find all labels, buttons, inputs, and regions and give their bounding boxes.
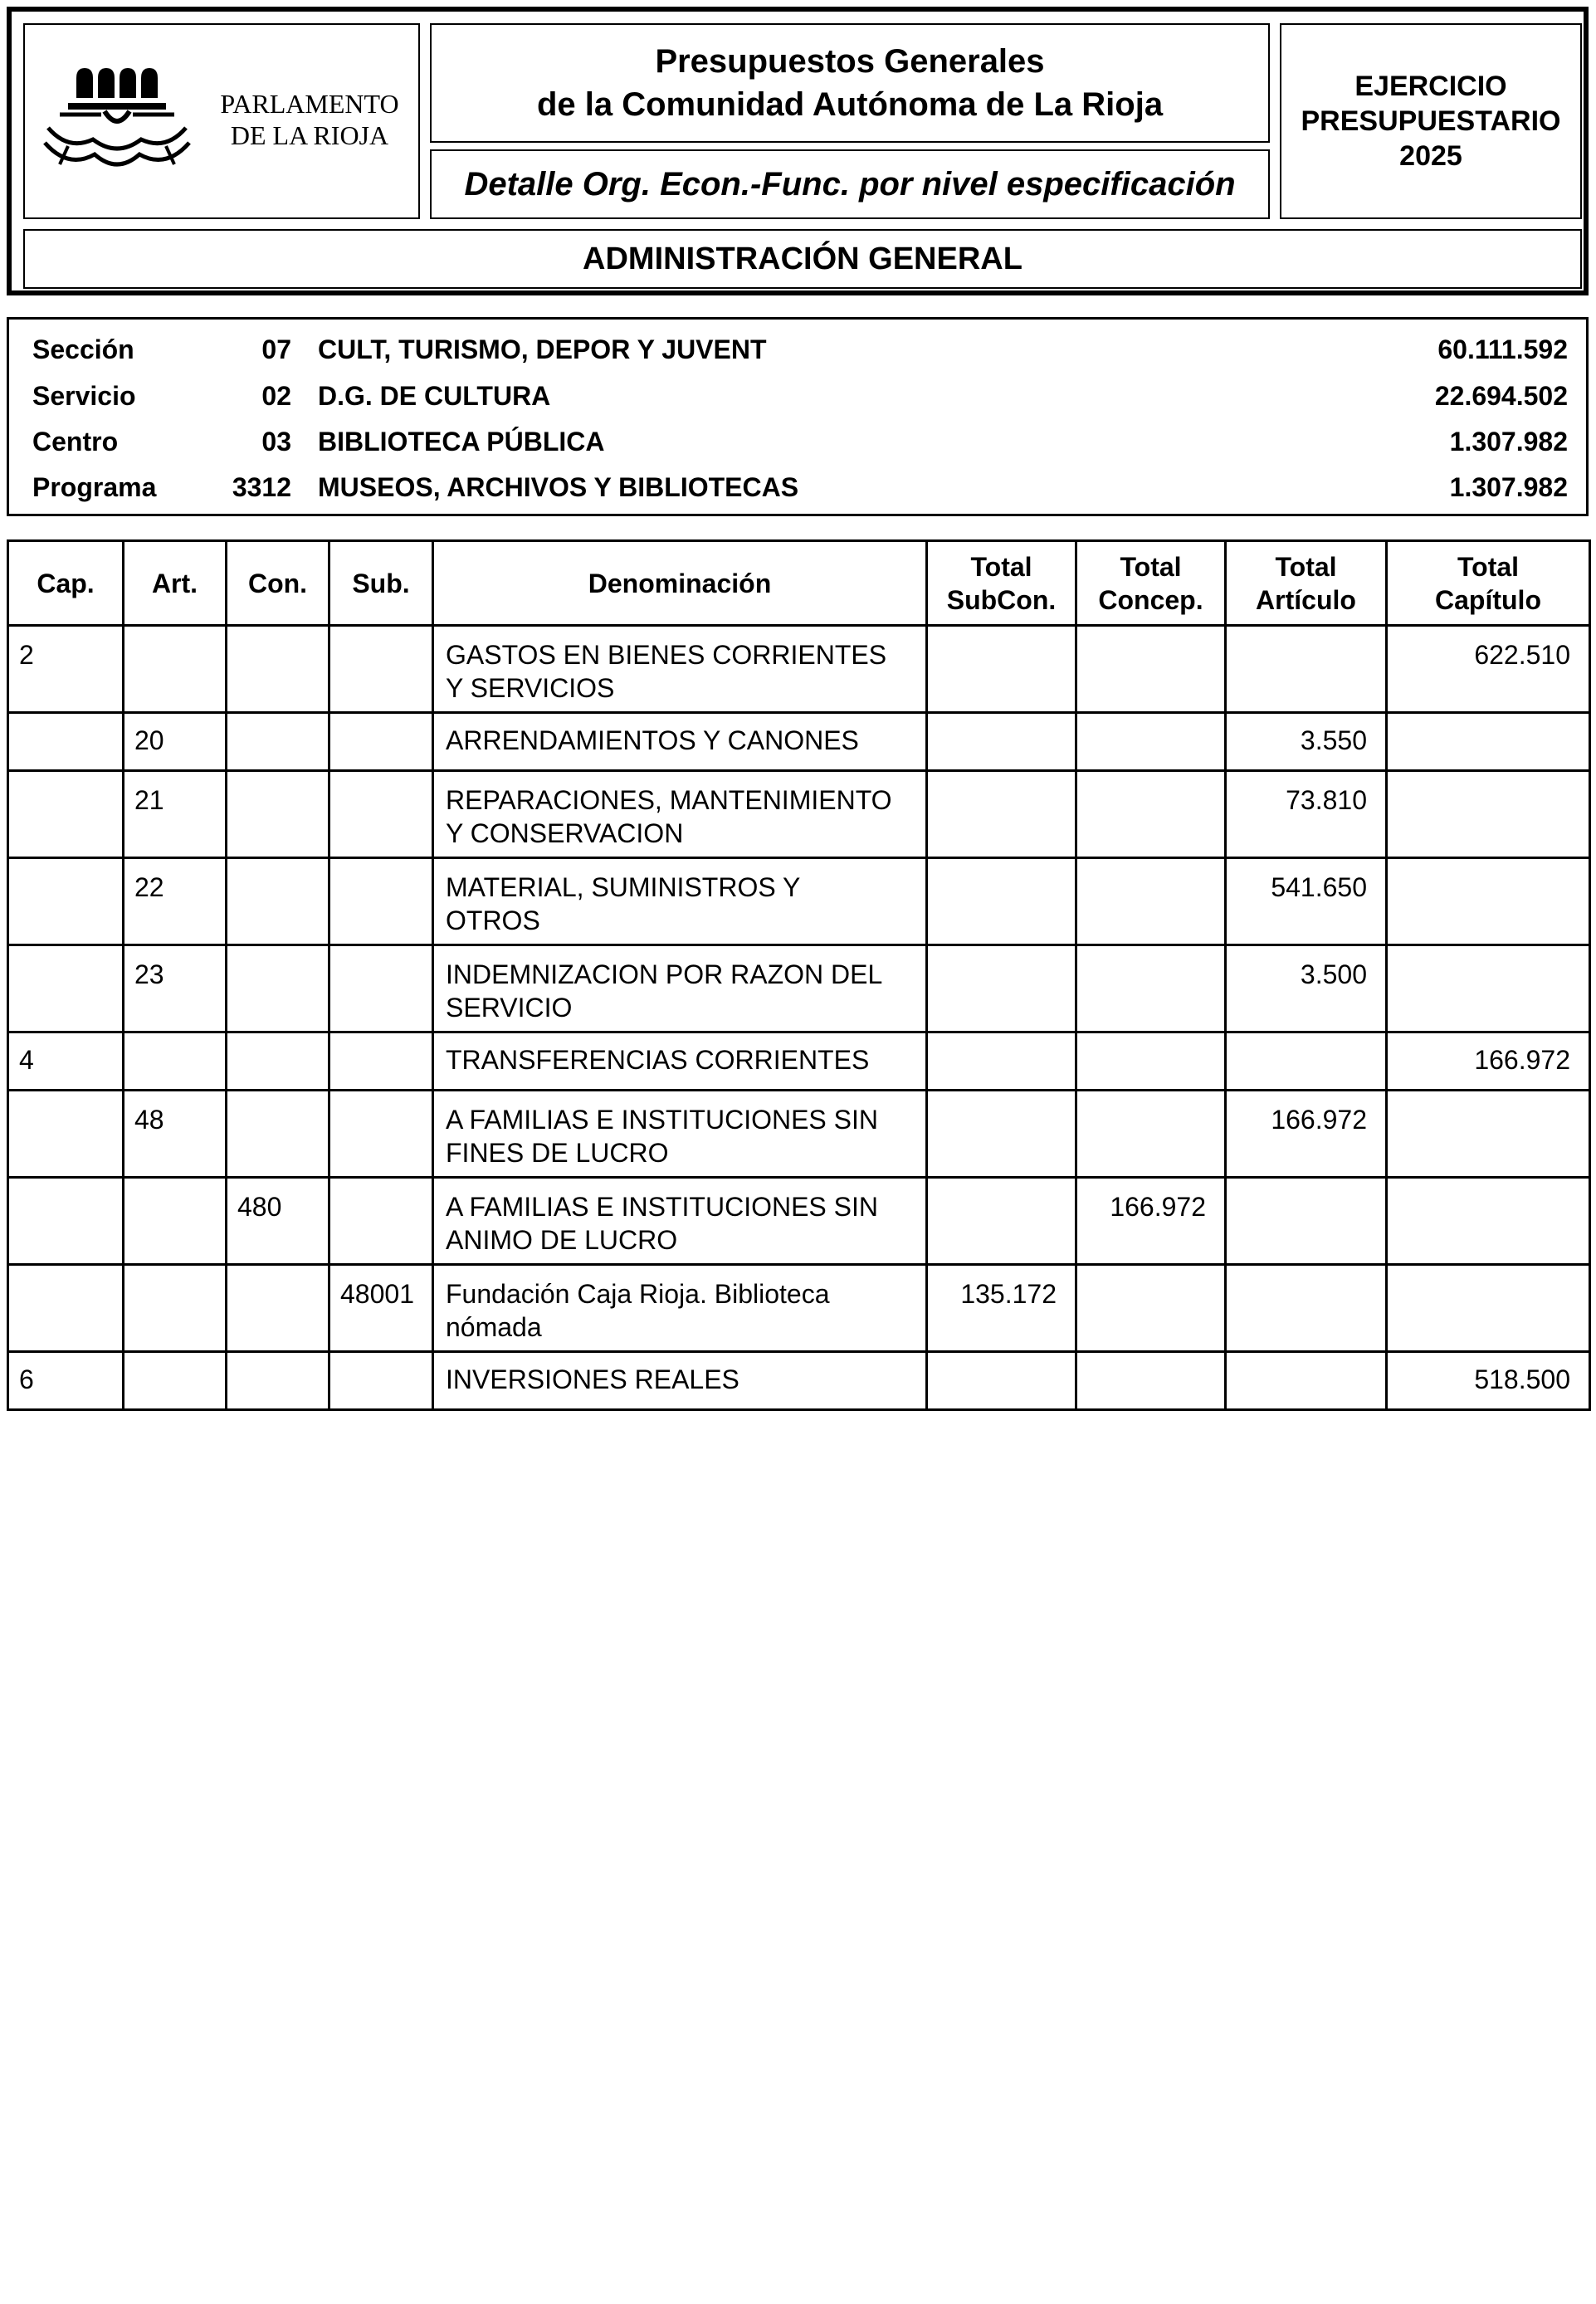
- header-text: SubCon.: [946, 584, 1057, 615]
- cell-total-articulo: [1226, 1178, 1387, 1265]
- header-total-articulo: [1226, 541, 1387, 626]
- cell-denominacion: [433, 771, 927, 858]
- cell-sub: [329, 1091, 433, 1178]
- info-code: 07: [261, 334, 291, 364]
- cell-denominacion: [433, 626, 927, 713]
- cell-sub: [329, 1032, 433, 1091]
- table-row: [8, 945, 1590, 1032]
- cell-total-capitulo: [1387, 1265, 1590, 1352]
- cell-total-articulo: 166.972: [1226, 1091, 1387, 1178]
- cell-art: 20: [124, 713, 227, 771]
- cell-sub: [329, 713, 433, 771]
- cell-total-subcon: [927, 1091, 1076, 1178]
- cell-total-concep: [1076, 1352, 1226, 1410]
- cell-cap: 4: [8, 1032, 124, 1091]
- table-row: [8, 1091, 1590, 1178]
- table-header-row: [8, 541, 1590, 626]
- cell-total-concep: [1076, 945, 1226, 1032]
- cell-total-capitulo: [1387, 771, 1590, 858]
- cell-con: 480: [227, 1178, 329, 1265]
- cell-total-concep: [1076, 1091, 1226, 1178]
- cell-sub: [329, 1178, 433, 1265]
- logo-line1: PARLAMENTO: [220, 89, 399, 119]
- header-art: Art.: [124, 541, 227, 626]
- header-con: Con.: [227, 541, 329, 626]
- header-text: Artículo: [1256, 584, 1356, 615]
- cell-total-capitulo: [1387, 945, 1590, 1032]
- den-line: MATERIAL, SUMINISTROS Y: [446, 872, 801, 902]
- info-total: 60.111.592: [1437, 334, 1568, 364]
- den-line: SERVICIO: [446, 993, 573, 1023]
- ejercicio-year: 2025: [1399, 140, 1462, 172]
- cell-total-articulo: 3.550: [1226, 713, 1387, 771]
- info-name: BIBLIOTECA PÚBLICA: [318, 427, 605, 456]
- cell-con: [227, 626, 329, 713]
- table-row: [8, 771, 1590, 858]
- cell-con: [227, 771, 329, 858]
- header-total-concep: [1076, 541, 1226, 626]
- section-info: [7, 317, 1589, 516]
- info-name: CULT, TURISMO, DEPOR Y JUVENT: [318, 334, 767, 364]
- den-line: ARRENDAMIENTOS Y CANONES: [446, 725, 859, 755]
- cell-total-articulo: 73.810: [1226, 771, 1387, 858]
- cell-total-capitulo: [1387, 1178, 1590, 1265]
- den-line: TRANSFERENCIAS CORRIENTES: [446, 1045, 870, 1075]
- cell-total-articulo: 3.500: [1226, 945, 1387, 1032]
- cell-art: 21: [124, 771, 227, 858]
- info-row-programa: [9, 471, 1586, 504]
- cell-total-concep: [1076, 713, 1226, 771]
- den-line: GASTOS EN BIENES CORRIENTES: [446, 640, 887, 670]
- cell-denominacion: [433, 1091, 927, 1178]
- den-line: Fundación Caja Rioja. Biblioteca: [446, 1279, 830, 1309]
- info-total: 22.694.502: [1434, 381, 1568, 411]
- info-label: Servicio: [32, 381, 136, 411]
- cell-denominacion: [433, 858, 927, 945]
- table-row: [8, 1352, 1590, 1410]
- table-row: [8, 1032, 1590, 1091]
- header-text: Capítulo: [1435, 584, 1541, 615]
- cell-cap: [8, 771, 124, 858]
- header-sub: Sub.: [329, 541, 433, 626]
- cell-con: [227, 1352, 329, 1410]
- info-code: 3312: [232, 472, 291, 502]
- header-cap: Cap.: [8, 541, 124, 626]
- cell-denominacion: [433, 1352, 927, 1410]
- info-row-centro: [9, 425, 1586, 458]
- ejercicio-line2: PRESUPUESTARIO: [1301, 105, 1561, 137]
- den-line: INDEMNIZACION POR RAZON DEL: [446, 959, 883, 989]
- info-name: MUSEOS, ARCHIVOS Y BIBLIOTECAS: [318, 472, 799, 502]
- parliament-name: [206, 88, 413, 151]
- cell-total-concep: [1076, 771, 1226, 858]
- cell-total-subcon: [927, 858, 1076, 945]
- info-label: Centro: [32, 427, 119, 456]
- cell-con: [227, 713, 329, 771]
- ejercicio-panel: [1280, 23, 1582, 219]
- cell-con: [227, 1265, 329, 1352]
- cell-total-concep: [1076, 626, 1226, 713]
- cell-total-subcon: 135.172: [927, 1265, 1076, 1352]
- cell-art: 23: [124, 945, 227, 1032]
- cell-total-capitulo: 518.500: [1387, 1352, 1590, 1410]
- info-total: 1.307.982: [1449, 472, 1568, 502]
- den-line: nómada: [446, 1312, 542, 1342]
- header-total-capitulo: [1387, 541, 1590, 626]
- cell-denominacion: [433, 1178, 927, 1265]
- info-row-servicio: [9, 379, 1586, 412]
- cell-art: [124, 626, 227, 713]
- den-line: OTROS: [446, 905, 540, 935]
- cell-cap: [8, 1265, 124, 1352]
- den-line: A FAMILIAS E INSTITUCIONES SIN: [446, 1192, 878, 1222]
- cell-total-concep: 166.972: [1076, 1178, 1226, 1265]
- cell-total-concep: [1076, 1032, 1226, 1091]
- cell-total-concep: [1076, 1265, 1226, 1352]
- parliament-logo-icon: [43, 60, 217, 181]
- cell-art: [124, 1352, 227, 1410]
- info-label: Sección: [32, 334, 134, 364]
- header-total-subcon: [927, 541, 1076, 626]
- cell-cap: 6: [8, 1352, 124, 1410]
- info-name: D.G. DE CULTURA: [318, 381, 551, 411]
- cell-denominacion: [433, 945, 927, 1032]
- header-denominacion: Denominación: [433, 541, 927, 626]
- cell-sub: 48001: [329, 1265, 433, 1352]
- cell-total-capitulo: 622.510: [1387, 626, 1590, 713]
- cell-total-articulo: 541.650: [1226, 858, 1387, 945]
- cell-con: [227, 1032, 329, 1091]
- table-row: [8, 713, 1590, 771]
- header-text: Total: [970, 551, 1032, 582]
- title-line2: de la Comunidad Autónoma de La Rioja: [536, 86, 1164, 123]
- cell-art: [124, 1032, 227, 1091]
- cell-sub: [329, 771, 433, 858]
- den-line: INVERSIONES REALES: [446, 1364, 739, 1394]
- ejercicio-line1: EJERCICIO: [1354, 71, 1507, 102]
- document-subtitle: Detalle Org. Econ.-Func. por nivel especificación: [430, 149, 1270, 219]
- cell-total-capitulo: 166.972: [1387, 1032, 1590, 1091]
- cell-total-capitulo: [1387, 1091, 1590, 1178]
- cell-cap: [8, 1091, 124, 1178]
- cell-total-articulo: [1226, 626, 1387, 713]
- cell-total-subcon: [927, 713, 1076, 771]
- cell-sub: [329, 945, 433, 1032]
- cell-total-subcon: [927, 1352, 1076, 1410]
- header-text: Total: [1275, 551, 1337, 582]
- den-line: Y SERVICIOS: [446, 673, 615, 703]
- cell-art: [124, 1178, 227, 1265]
- info-label: Programa: [32, 472, 157, 502]
- cell-art: 48: [124, 1091, 227, 1178]
- cell-total-articulo: [1226, 1265, 1387, 1352]
- den-line: A FAMILIAS E INSTITUCIONES SIN: [446, 1105, 878, 1135]
- cell-art: [124, 1265, 227, 1352]
- cell-denominacion: [433, 1265, 927, 1352]
- cell-total-articulo: [1226, 1352, 1387, 1410]
- header-text: Total: [1120, 551, 1182, 582]
- document-header: [7, 7, 1589, 295]
- cell-denominacion: [433, 1032, 927, 1091]
- budget-detail-table: [7, 539, 1591, 1411]
- logo-panel: [23, 23, 420, 219]
- cell-total-articulo: [1226, 1032, 1387, 1091]
- cell-con: [227, 858, 329, 945]
- cell-total-subcon: [927, 945, 1076, 1032]
- cell-total-capitulo: [1387, 858, 1590, 945]
- header-text: Concep.: [1098, 584, 1203, 615]
- table-row: [8, 626, 1590, 713]
- cell-denominacion: [433, 713, 927, 771]
- info-code: 02: [261, 381, 291, 411]
- title-line1: Presupuestos Generales: [655, 43, 1045, 80]
- cell-con: [227, 945, 329, 1032]
- cell-cap: [8, 858, 124, 945]
- cell-total-capitulo: [1387, 713, 1590, 771]
- cell-total-concep: [1076, 858, 1226, 945]
- header-text: Total: [1457, 551, 1520, 582]
- cell-cap: [8, 713, 124, 771]
- info-row-seccion: [9, 333, 1586, 366]
- administracion-title: ADMINISTRACIÓN GENERAL: [23, 229, 1582, 289]
- cell-sub: [329, 626, 433, 713]
- den-line: Y CONSERVACION: [446, 818, 684, 848]
- info-code: 03: [261, 427, 291, 456]
- cell-cap: [8, 945, 124, 1032]
- cell-sub: [329, 1352, 433, 1410]
- info-total: 1.307.982: [1449, 427, 1568, 456]
- den-line: ANIMO DE LUCRO: [446, 1225, 678, 1255]
- cell-total-subcon: [927, 1032, 1076, 1091]
- cell-cap: [8, 1178, 124, 1265]
- cell-total-subcon: [927, 626, 1076, 713]
- table-row: [8, 1265, 1590, 1352]
- cell-art: 22: [124, 858, 227, 945]
- den-line: FINES DE LUCRO: [446, 1138, 669, 1168]
- cell-sub: [329, 858, 433, 945]
- cell-total-subcon: [927, 771, 1076, 858]
- cell-cap: 2: [8, 626, 124, 713]
- table-row: [8, 858, 1590, 945]
- cell-total-subcon: [927, 1178, 1076, 1265]
- den-line: REPARACIONES, MANTENIMIENTO: [446, 785, 892, 815]
- cell-con: [227, 1091, 329, 1178]
- table-row: [8, 1178, 1590, 1265]
- document-title: [430, 23, 1270, 143]
- logo-line2: DE LA RIOJA: [230, 120, 389, 150]
